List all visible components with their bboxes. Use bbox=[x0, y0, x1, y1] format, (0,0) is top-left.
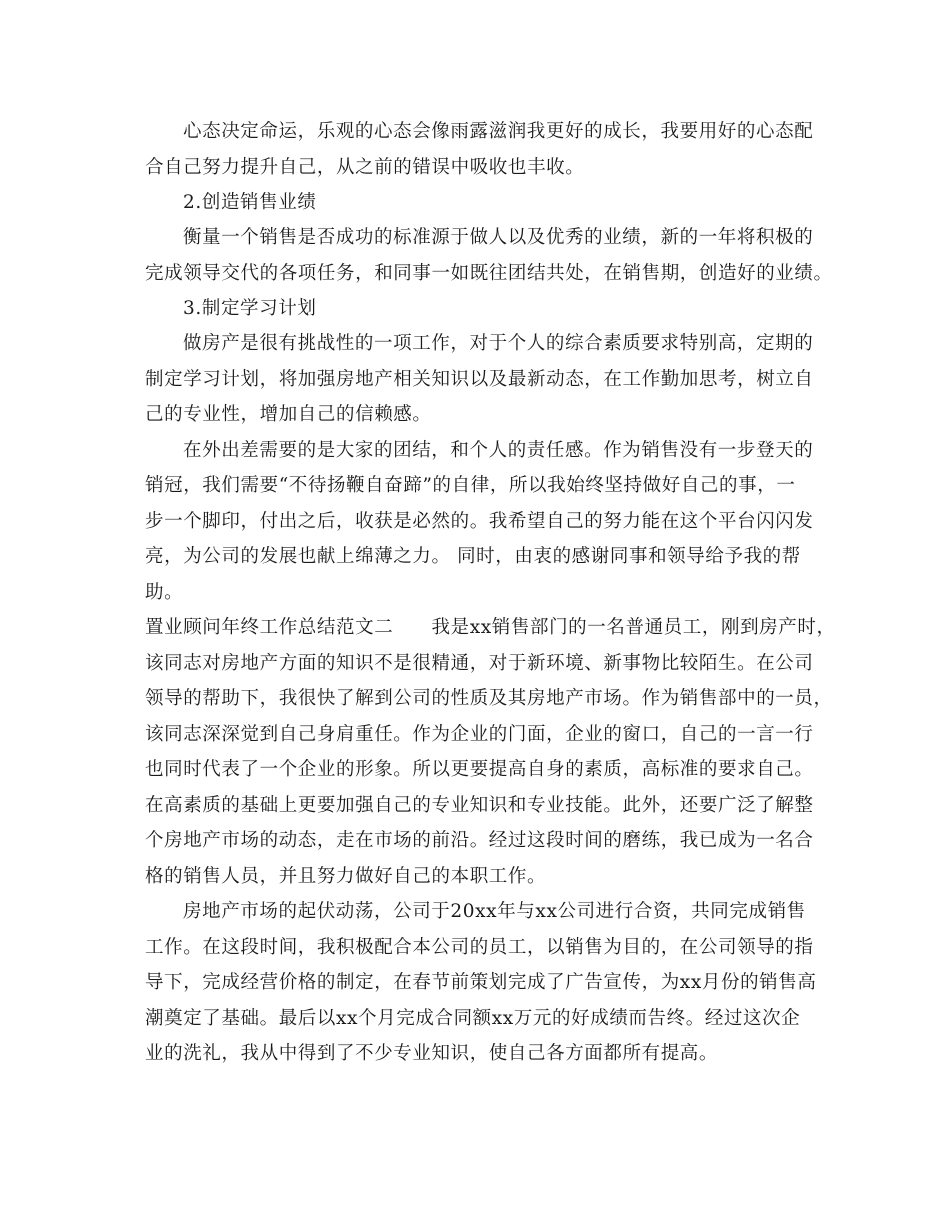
paragraph-line: 在外出差需要的是大家的团结，和个人的责任感。作为销售没有一步登天的 bbox=[183, 440, 814, 461]
paragraph-line: 做房产是很有挑战性的一项工作，对于个人的综合素质要求特别高，定期的 bbox=[183, 333, 814, 354]
paragraph-line: 步一个脚印，付出之后，收获是必然的。我希望自己的努力能在这个平台闪闪发 bbox=[145, 511, 814, 532]
section-heading: 3.制定学习计划 bbox=[183, 298, 317, 319]
paragraph-line: 置业顾问年终工作总结范文二 我是xx销售部门的一名普通员工，刚到房产时， bbox=[145, 617, 836, 638]
paragraph-line: 工作。在这段时间，我积极配合本公司的员工，以销售为目的，在公司领导的指 bbox=[145, 937, 814, 958]
paragraph-line: 也同时代表了一个企业的形象。所以更要提高自身的素质，高标准的要求自己。 bbox=[145, 759, 814, 780]
paragraph-line: 合自己努力提升自己，从之前的错误中吸收也丰收。 bbox=[145, 157, 585, 178]
paragraph-line: 制定学习计划，将加强房地产相关知识以及最新动态，在工作勤加思考，树立自 bbox=[145, 369, 814, 390]
paragraph-line: 该同志对房地产方面的知识不是很精通，对于新环境、新事物比较陌生。在公司 bbox=[145, 653, 814, 674]
paragraph-line: 亮，为公司的发展也献上绵薄之力。 同时，由衷的感谢同事和领导给予我的帮 bbox=[145, 546, 801, 567]
paragraph-line: 衡量一个销售是否成功的标准源于做人以及优秀的业绩，新的一年将积极的 bbox=[183, 227, 814, 248]
paragraph-line: 业的洗礼，我从中得到了不少专业知识，使自己各方面都所有提高。 bbox=[145, 1043, 719, 1064]
paragraph-line: 心态决定命运，乐观的心态会像雨露滋润我更好的成长，我要用好的心态配 bbox=[183, 121, 814, 142]
paragraph-line: 完成领导交代的各项任务，和同事一如既往团结共处，在销售期，创造好的业绩。 bbox=[145, 263, 833, 284]
paragraph-line: 销冠，我们需要“不待扬鞭自奋蹄”的自律，所以我始终坚持做好自己的事，一 bbox=[145, 475, 796, 496]
paragraph-line: 导下，完成经营价格的制定，在春节前策划完成了广告宣传，为xx月份的销售高 bbox=[145, 972, 817, 993]
section-heading: 2.创造销售业绩 bbox=[183, 192, 317, 213]
paragraph-line: 个房地产市场的动态，走在市场的前沿。经过这段时间的磨练，我已成为一名合 bbox=[145, 830, 814, 851]
paragraph-line: 该同志深深觉到自己身肩重任。作为企业的门面，企业的窗口，自己的一言一行 bbox=[145, 724, 814, 745]
paragraph-line: 己的专业性，增加自己的信赖感。 bbox=[145, 404, 432, 425]
paragraph-line: 房地产市场的起伏动荡，公司于20xx年与xx公司进行合资，共同完成销售 bbox=[183, 901, 806, 922]
paragraph-line: 助。 bbox=[145, 582, 184, 603]
paragraph-line: 格的销售人员，并且努力做好自己的本职工作。 bbox=[145, 866, 547, 887]
paragraph-line: 潮奠定了基础。最后以xx个月完成合同额xx万元的好成绩而告终。经过这次企 bbox=[145, 1008, 801, 1029]
paragraph-line: 在高素质的基础上更要加强自己的专业知识和专业技能。此外，还要广泛了解整 bbox=[145, 795, 814, 816]
paragraph-line: 领导的帮助下，我很快了解到公司的性质及其房地产市场。作为销售部中的一员， bbox=[145, 688, 833, 709]
